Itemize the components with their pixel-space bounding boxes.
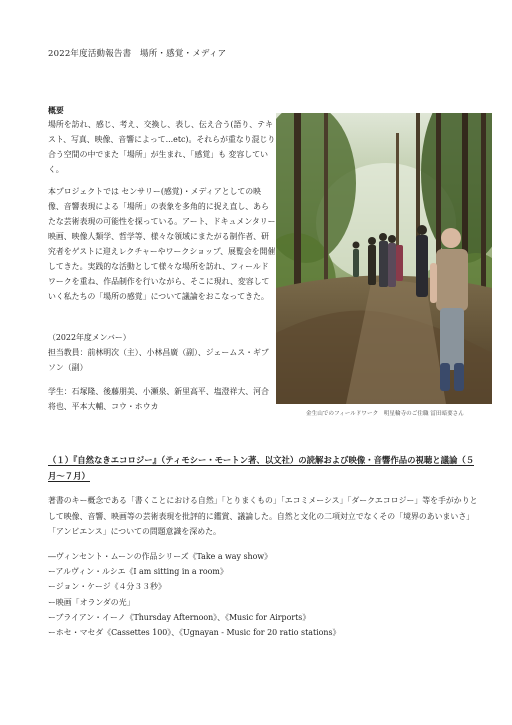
works-list: [48, 549, 478, 640]
document-header: 2022年度活動報告書 場所・感覚・メディア: [48, 49, 227, 59]
overview-paragraph-1: 場所を訪れ、感じ、考え、交換し、表し、伝え合う(語り、テキスト、写真、映像、音響によって...etc)。それらが重なり混じり合う空間の中でまた「場所」が生まれ、「感覚」も 変容していく。: [48, 120, 276, 174]
works-item: ―ヴィンセント・ムーンの作品シリーズ《Take a way show》: [48, 552, 272, 561]
overview-paragraph-2: 本プロジェクトでは センサリー(感覚)・メディアとしての映像、音響表現による「場所」の表象を多角的に捉え直し、あらたな芸術表現の可能性を探っている。アート、ドキュメンタリー映画、映像人類学、哲学等、様々な領域にまたがる制作者、研究者をゲストに迎えレクチャーやワークショップ、展覧会を開催してきた。実践的な活動として様々な場所を訪れ、フィールドワークを重ね、作品制作を行いながら、そこに現れ、変容していく私たちの「場所の感覚」について議論をおこなってきた。: [48, 187, 276, 301]
section-1-title: [48, 453, 478, 484]
faculty-list: 担当教員：前林明次（主）、小林昌廣（副）、ジェームス・ギブソン（副）: [48, 348, 269, 372]
section-1-title-text: （１）『自然なきエコロジー』（ティモシー・モートン著、以文社）の読解および映像・音響作品の視聴と議論（５月〜７月）: [48, 455, 475, 481]
works-item: ーホセ・マセダ《Cassettes 100》、《Ugnayan - Music for 20 ratio stations》: [48, 628, 341, 638]
works-item: ー映画「オランダの光」: [48, 597, 135, 607]
works-item: ージョン・ケージ《４分３３秒》: [48, 582, 166, 592]
fieldwork-photo: [276, 113, 492, 404]
section-1-body: 著書のキー概念である「書くことにおける自然」「とりまくもの」「エコミメーシス」「ダークエコロジー」等を手がかりとして映像、音響、映画等の芸術表現を批評的に鑑賞、議論した。自然と文化の二項対立でなくその「境界のあいまいさ」「アンビエンス」についての問題意識を深めた。: [48, 496, 478, 536]
photo-caption: 金生山でのフィールドワーク 明星輪寺のご住職 冨田暗要さん: [306, 411, 464, 417]
student-list: 学生：石塚隆、後藤朋美、小瀬泉、新里高平、塩澄祥大、河合将也、平本大輔、コウ・ホウカ: [48, 387, 269, 411]
works-item: ーアルヴィン・ルシエ《I am sitting in a room》: [48, 567, 228, 577]
overview-heading: 概要: [48, 106, 64, 115]
works-item: ーブライアン・イーノ《Thursday Afternoon》、《Music for Airports》: [48, 612, 311, 622]
members-heading: （2022年度メンバー）: [48, 333, 131, 342]
